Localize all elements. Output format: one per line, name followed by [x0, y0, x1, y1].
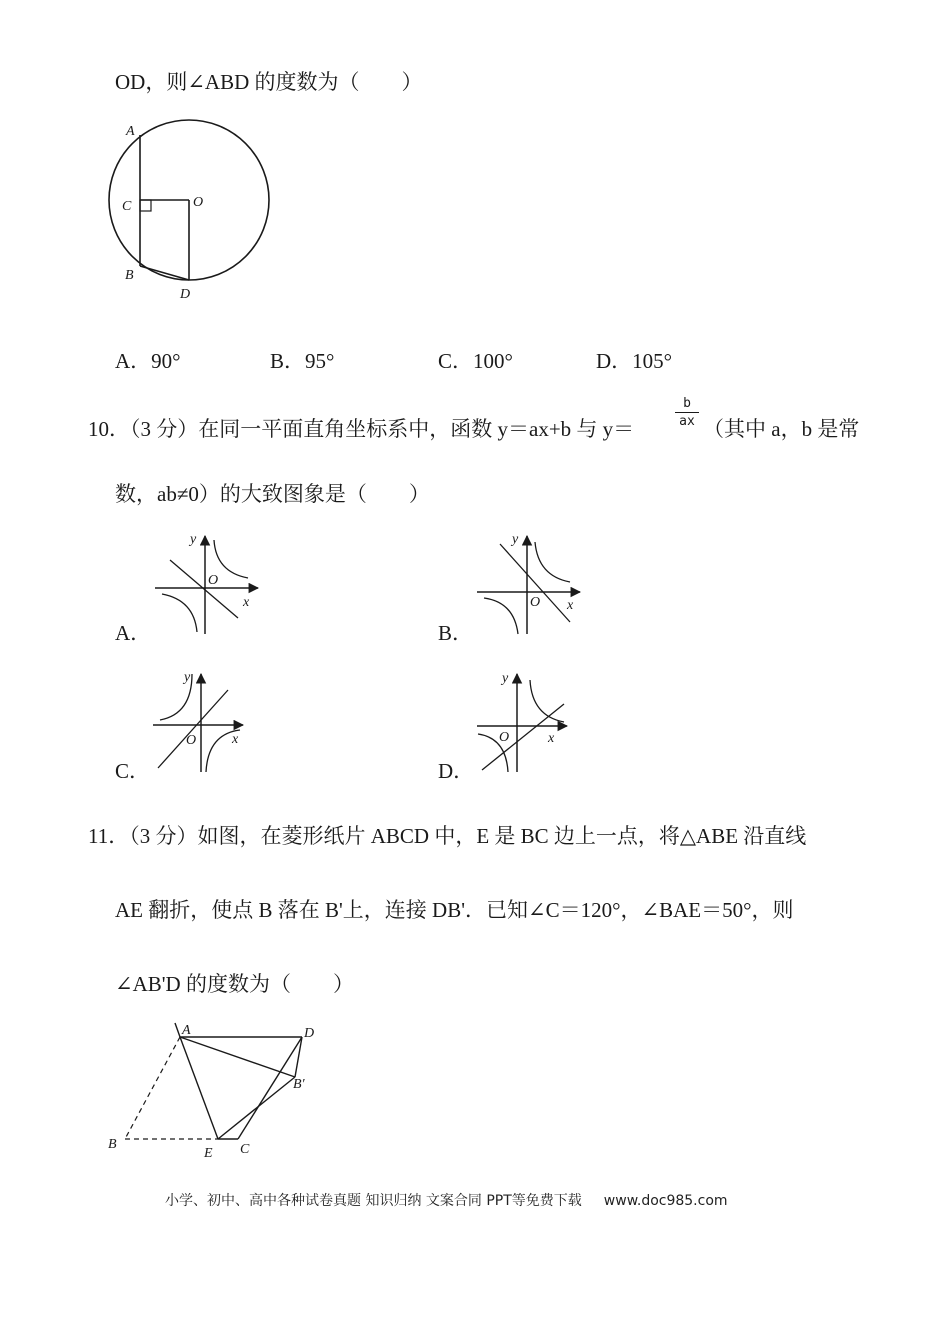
q10-line2: 数，ab≠0）的大致图象是（ ） — [115, 482, 430, 506]
q10-b-y-label: y — [512, 532, 519, 547]
q11-rhombus-figure — [100, 1015, 340, 1165]
q9-label-a: A — [126, 124, 135, 139]
q10-b-x-label: x — [567, 598, 574, 613]
q9-circle-figure — [100, 115, 280, 305]
q11-line1: 11．（3 分）如图，在菱形纸片 ABCD 中，E 是 BC 边上一点，将△ABE 沿直线 — [88, 824, 807, 848]
q10-option-c: C． — [115, 759, 151, 783]
q11-label-e: E — [204, 1146, 213, 1161]
q11-label-a: A — [182, 1023, 191, 1038]
q10-fraction-denominator: ax — [679, 414, 695, 429]
q10-d-y-label: y — [502, 671, 509, 686]
q10-d-x-label: x — [548, 731, 555, 746]
q11-label-d: D — [304, 1026, 315, 1041]
q10-graph-b — [472, 530, 592, 640]
q10-fraction-numerator: b — [683, 396, 691, 411]
q10-c-x-label: x — [232, 732, 239, 747]
footer-text: 小学、初中、高中各种试卷真题 知识归纳 文案合同 PPT等免费下载 — [165, 1193, 582, 1209]
q10-c-o-label: O — [186, 733, 197, 748]
page-footer — [165, 1190, 728, 1210]
q9-option-c: C．100° — [438, 349, 513, 373]
q9-label-b: B — [125, 268, 134, 283]
q9-option-a: A．90° — [115, 349, 181, 373]
q9-label-o: O — [193, 195, 204, 210]
q11-label-bprime: B′ — [293, 1077, 305, 1092]
q10-a-o-label: O — [208, 573, 219, 588]
q9-option-b: B．95° — [270, 349, 335, 373]
q9-label-c: C — [122, 199, 132, 214]
q9-label-d: D — [180, 287, 191, 302]
q11-line2: AE 翻折，使点 B 落在 B'上，连接 DB'．已知∠C＝120°，∠BAE＝50°，则 — [115, 898, 794, 922]
q10-line1-after: （其中 a，b 是常 — [703, 417, 860, 441]
q10-b-o-label: O — [530, 595, 541, 610]
q10-option-d: D． — [438, 759, 475, 783]
q11-line3: ∠AB'D 的度数为（ ） — [115, 972, 354, 996]
q10-graph-c — [148, 668, 258, 778]
q10-c-y-label: y — [184, 670, 191, 685]
q10-a-y-label: y — [190, 532, 197, 547]
q10-option-a: A． — [115, 621, 152, 645]
q10-fraction — [675, 396, 699, 429]
q10-d-o-label: O — [499, 730, 510, 745]
q10-line1-before: 10．（3 分）在同一平面直角坐标系中，函数 y＝ax+b 与 y＝ — [88, 417, 635, 441]
q10-graph-a — [150, 530, 270, 640]
q9-stem-tail: OD，则∠ABD 的度数为（ ） — [115, 70, 423, 94]
q9-option-d: D．105° — [596, 349, 673, 373]
q10-a-x-label: x — [243, 595, 250, 610]
q11-label-b: B — [108, 1137, 117, 1152]
q11-label-c: C — [240, 1142, 250, 1157]
footer-url[interactable]: www.doc985.com — [603, 1193, 728, 1209]
q10-graph-d — [472, 668, 582, 778]
q10-option-b: B． — [438, 621, 474, 645]
